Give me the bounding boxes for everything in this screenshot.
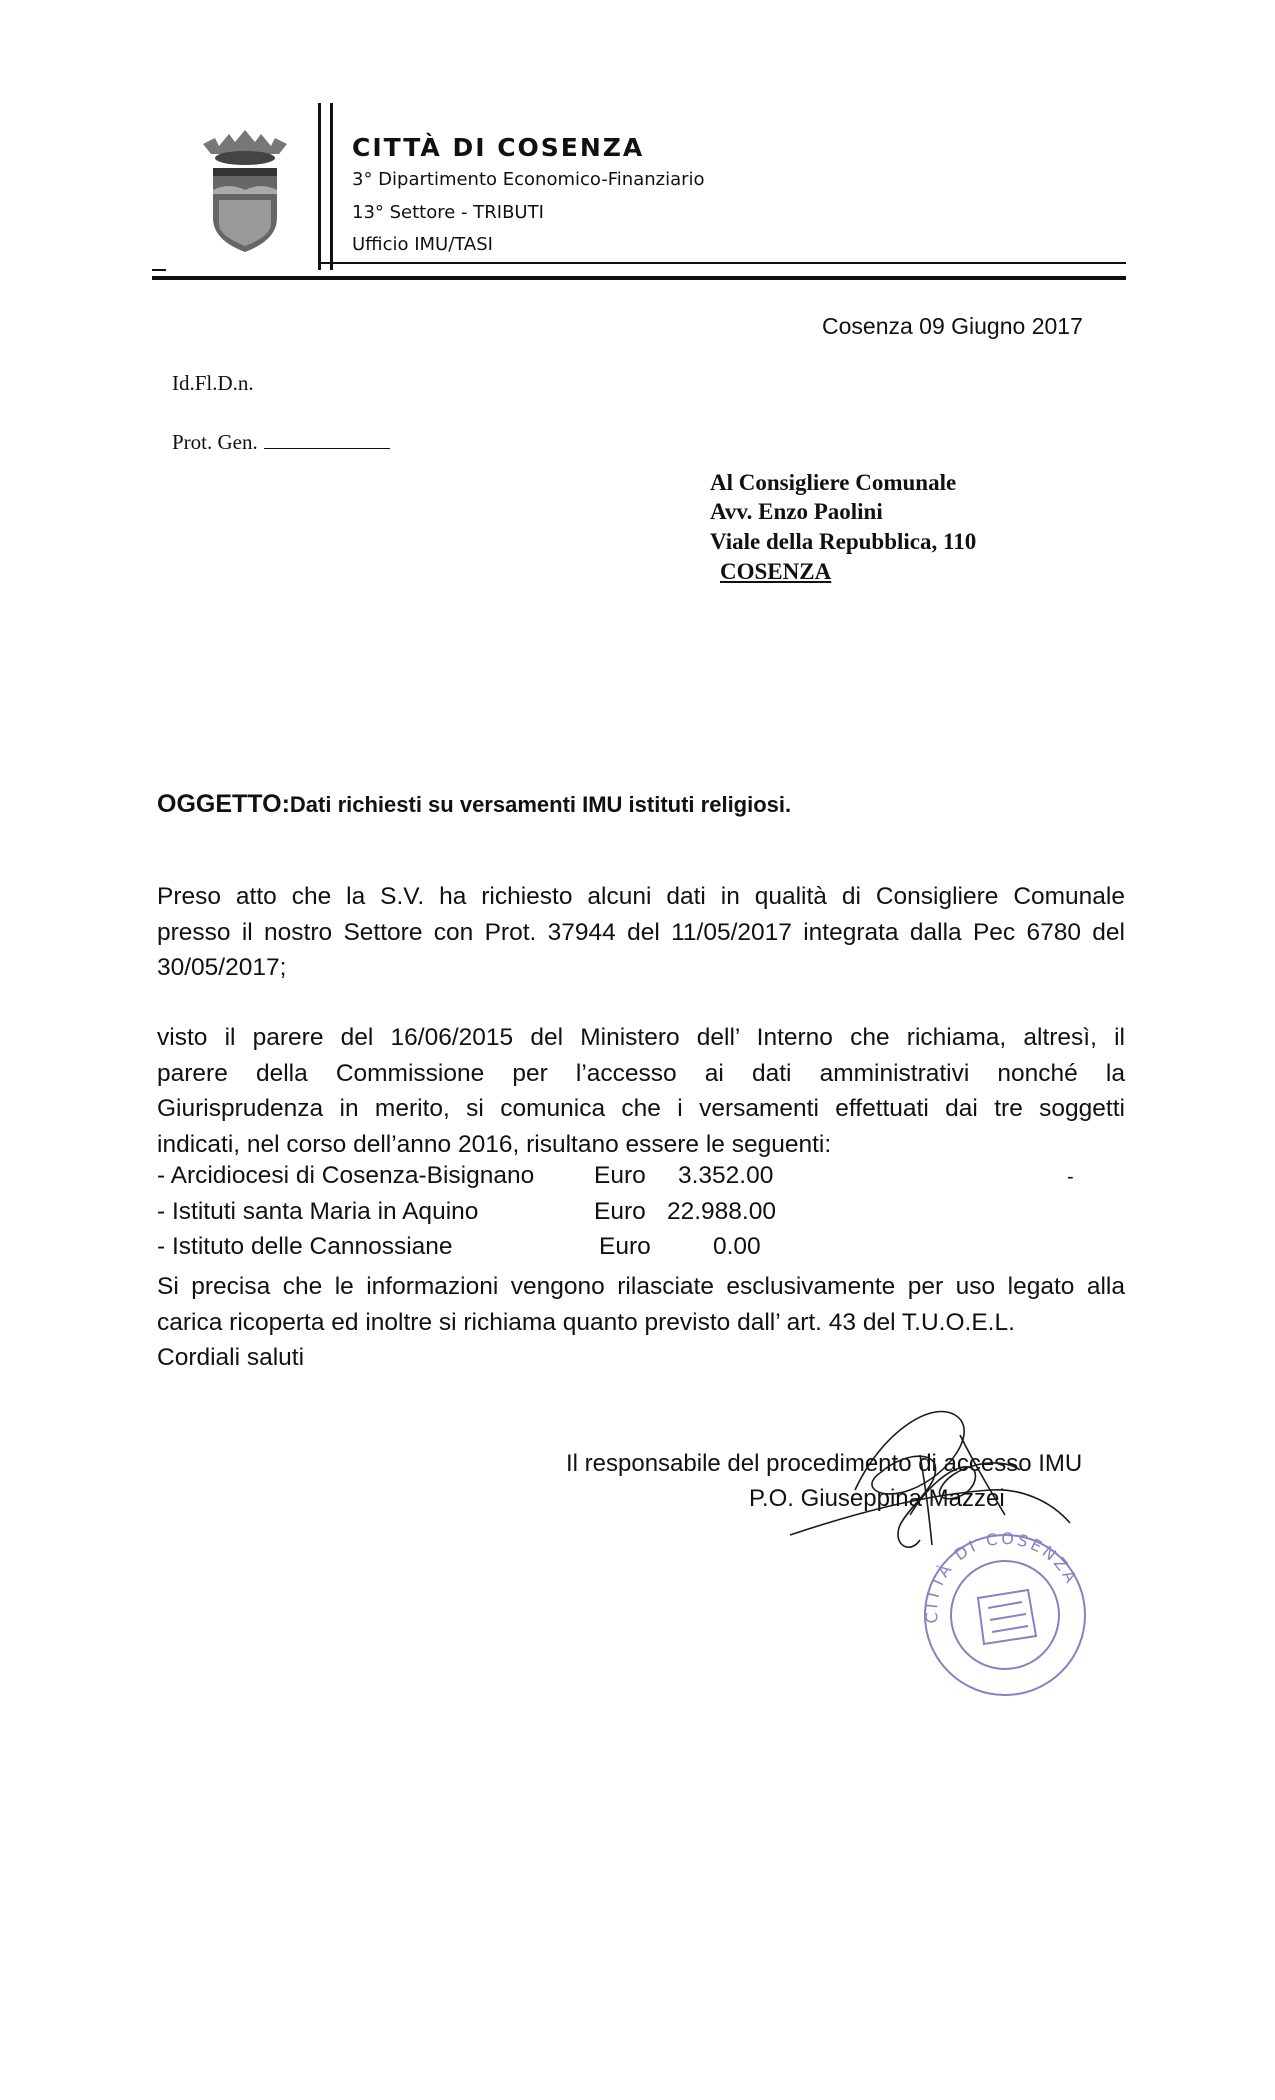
letterhead-divider-thick: [152, 276, 1126, 280]
paragraph-line: Si precisa che le informazioni vengono rilasciate esclusivamente per uso legato alla: [157, 1273, 1125, 1300]
letterhead-rule-left: [318, 103, 321, 270]
paragraph-disclaimer: [157, 1269, 1125, 1376]
payer-name: - Istituto delle Cannossiane: [157, 1233, 453, 1260]
letter-date: Cosenza 09 Giugno 2017: [822, 313, 1083, 339]
department-line: 3° Dipartimento Economico-Finanziario: [352, 169, 705, 190]
stamp-text: CITTÀ DI COSENZA: [921, 1528, 1082, 1625]
city-name: CITTÀ DI COSENZA: [352, 133, 645, 162]
paragraph-line: Giurisprudenza in merito, si comunica che i versamenti effettuati dai tre soggetti: [157, 1095, 1125, 1122]
recipient-street: Viale della Repubblica, 110: [710, 529, 977, 554]
office-line: Ufficio IMU/TASI: [352, 234, 493, 255]
closing-salutation: Cordiali saluti: [157, 1344, 305, 1371]
letterhead-rule-right: [330, 103, 333, 270]
paragraph-line: indicati, nel corso dell’anno 2016, risultano essere le seguenti:: [157, 1130, 832, 1158]
protocol-reference: [172, 430, 390, 455]
recipient-name: Avv. Enzo Paolini: [710, 499, 883, 524]
stray-mark: -: [1067, 1166, 1074, 1188]
payer-name: - Istituti santa Maria in Aquino: [157, 1197, 479, 1225]
paragraph-request: [157, 879, 1125, 986]
recipient-title: Al Consigliere Comunale: [710, 470, 957, 495]
paragraph-line: Preso atto che la S.V. ha richiesto alcuni dati in qualità di Consigliere Comunale: [157, 883, 1125, 910]
payer-name: - Arcidiocesi di Cosenza-Bisignano: [157, 1162, 535, 1189]
subject-text: Dati richiesti su versamenti IMU istituti religiosi.: [289, 792, 792, 817]
signature-name: P.O. Giuseppina Mazzei: [749, 1485, 1005, 1512]
list-item: [157, 1198, 1125, 1234]
paragraph-line: carica ricoperta ed inoltre si richiama quanto previsto dall’ art. 43 del T.U.O.E.L.: [157, 1308, 1015, 1336]
payments-list: [157, 1162, 1125, 1269]
currency-label: Euro: [594, 1197, 646, 1225]
coat-of-arms-icon: [195, 128, 295, 258]
payment-amount: 0.00: [713, 1233, 761, 1260]
list-item: [157, 1162, 1125, 1198]
payment-amount: 22.988.00: [667, 1197, 776, 1225]
sector-line: 13° Settore - TRIBUTI: [352, 202, 544, 223]
protocol-blank: [264, 430, 390, 449]
paragraph-line: 30/05/2017;: [157, 954, 287, 981]
currency-label: Euro: [594, 1162, 646, 1189]
paragraph-line: presso il nostro Settore con Prot. 37944 del 11/05/2017 integrata dalla Pec 6780 del: [157, 918, 1125, 946]
signature-role: Il responsabile del procedimento di accesso IMU: [566, 1450, 1083, 1477]
payment-amount: 3.352.00: [678, 1162, 774, 1189]
file-reference: Id.Fl.D.n.: [172, 371, 254, 395]
paragraph-opinion: [157, 1020, 1125, 1162]
currency-label: Euro: [599, 1233, 651, 1260]
paragraph-line: parere della Commissione per l’accesso ai dati amministrativi nonché la: [157, 1059, 1125, 1087]
protocol-label: Prot. Gen.: [172, 430, 258, 454]
subject-line: [157, 790, 791, 819]
subject-label: OGGETTO: [157, 790, 282, 818]
official-stamp-icon: [918, 1528, 1093, 1703]
paragraph-line: visto il parere del 16/06/2015 del Ministero dell’ Interno che richiama, altresì, il: [157, 1024, 1125, 1051]
recipient-city: COSENZA: [720, 559, 832, 584]
subject-colon: :: [281, 790, 290, 818]
list-item: [157, 1233, 1125, 1269]
letterhead-dash: [152, 269, 166, 271]
letterhead-divider-thin: [318, 262, 1126, 264]
